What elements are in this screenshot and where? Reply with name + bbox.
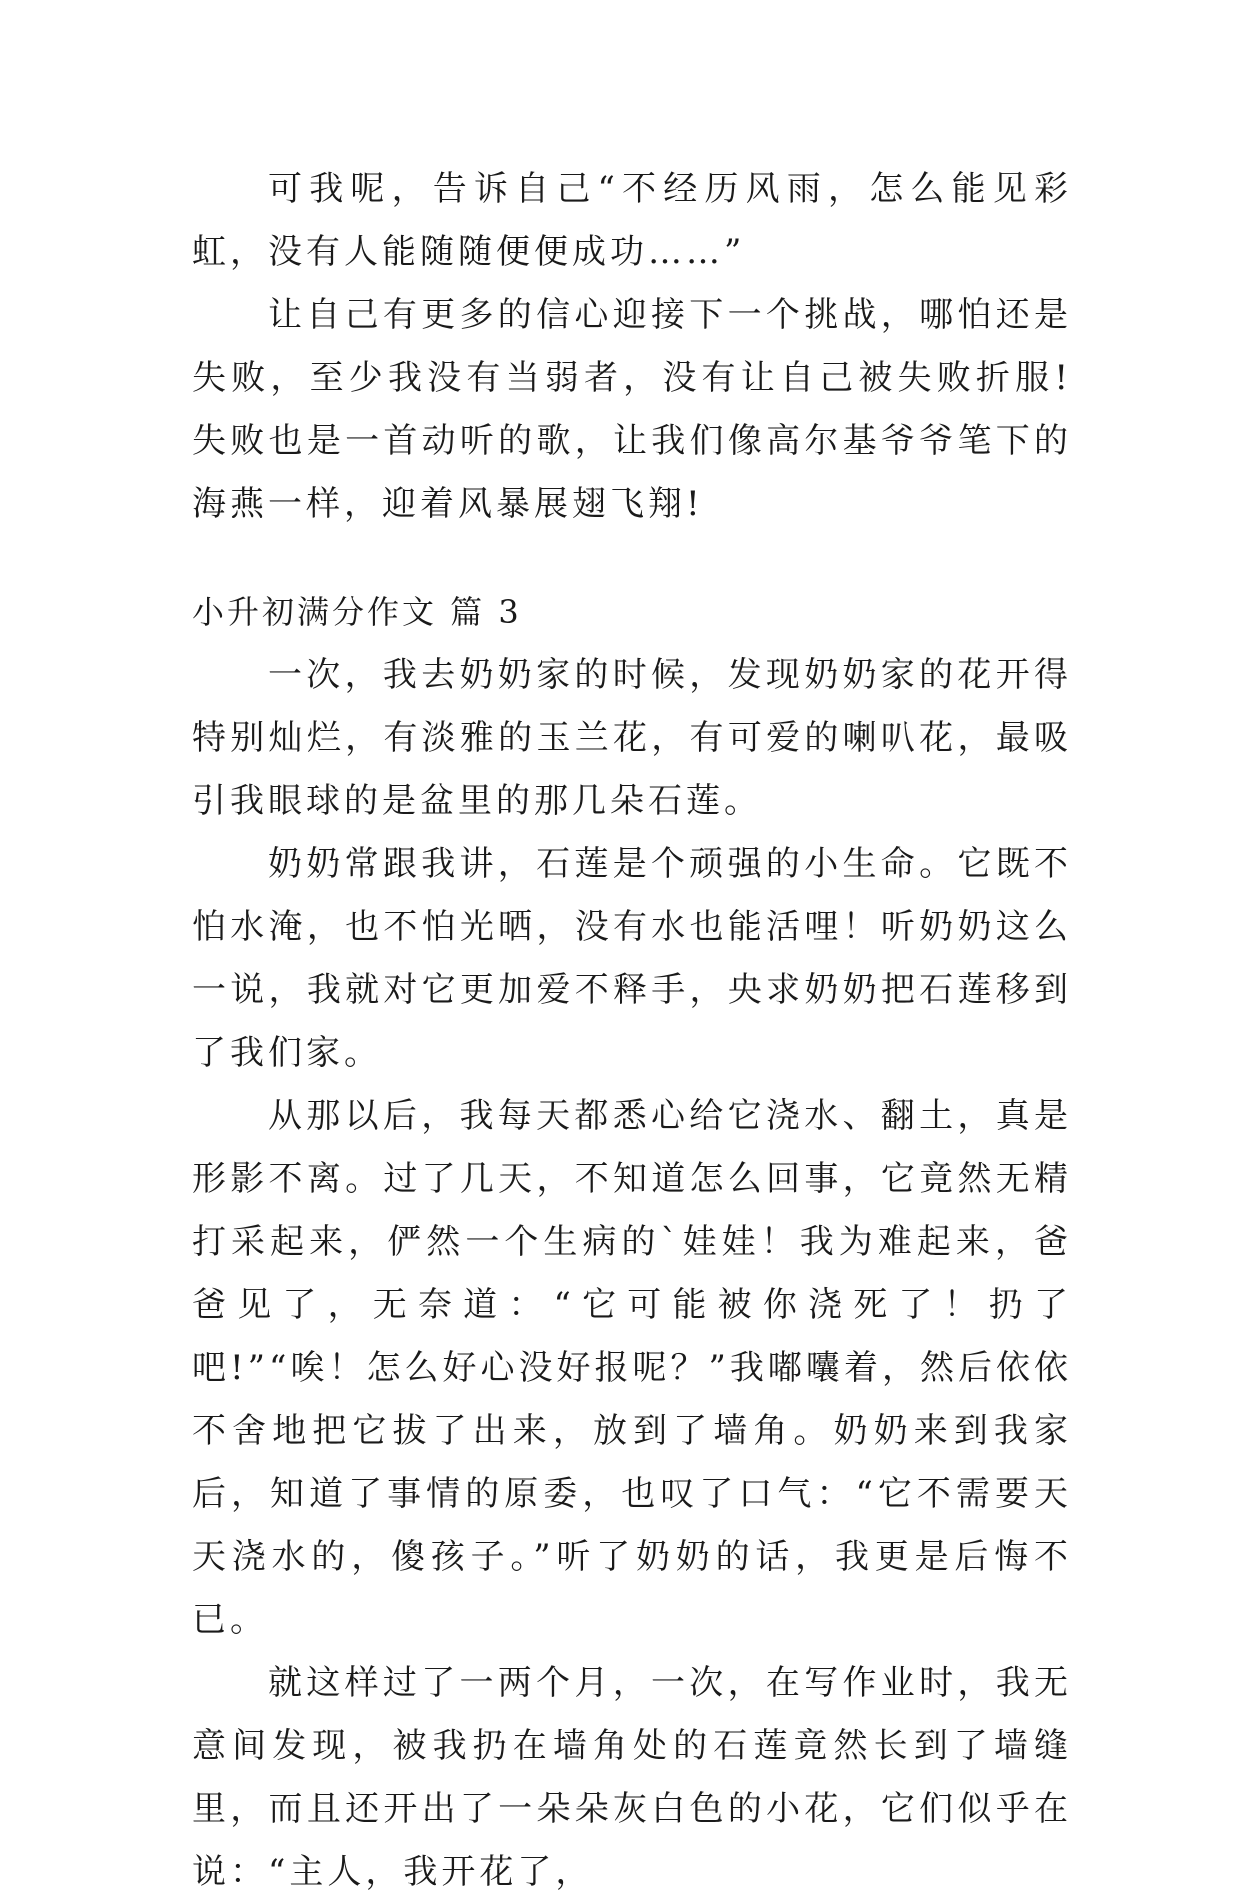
paragraph-4: 奶奶常跟我讲，石莲是个顽强的小生命。它既不怕水淹，也不怕光晒，没有水也能活哩！听奶奶这么一说，我就对它更加爱不释手，央求奶奶把石莲移到了我们家。 <box>192 844 1072 1073</box>
section-title: 小升初满分作文 篇 3 <box>192 593 522 631</box>
paragraph-1: 可我呢，告诉自己“不经历风雨，怎么能见彩虹，没有人能随随便便成功……” <box>192 169 1072 272</box>
document-page <box>192 158 1072 1904</box>
paragraph-2: 让自己有更多的信心迎接下一个挑战，哪怕还是失败，至少我没有当弱者，没有让自己被失败折服!失败也是一首动听的歌，让我们像高尔基爷爷笔下的海燕一样，迎着风暴展翅飞翔! <box>192 295 1072 524</box>
paragraph-5: 从那以后，我每天都悉心给它浇水、翻土，真是形影不离。过了几天，不知道怎么回事，它竟然无精打采起来，俨然一个生病的`娃娃！我为难起来，爸爸见了，无奈道：“它可能被你浇死了！扔了吧!”“唉！怎么好心没好报呢？”我嘟囔着，然后依依不舍地把它拔了出来，放到了墙角。奶奶来到我家后，知道了事情的原委，也叹了口气：“它不需要天天浇水的，傻孩子。”听了奶奶的话，我更是后悔不已。 <box>192 1096 1072 1640</box>
paragraph-6: 就这样过了一两个月，一次，在写作业时，我无意间发现，被我扔在墙角处的石莲竟然长到了墙缝里，而且还开出了一朵朵灰白色的小花，它们似乎在说：“主人，我开花了， <box>192 1663 1072 1892</box>
paragraph-3: 一次，我去奶奶家的时候，发现奶奶家的花开得特别灿烂，有淡雅的玉兰花，有可爱的喇叭花，最吸引我眼球的是盆里的那几朵石莲。 <box>192 655 1072 821</box>
